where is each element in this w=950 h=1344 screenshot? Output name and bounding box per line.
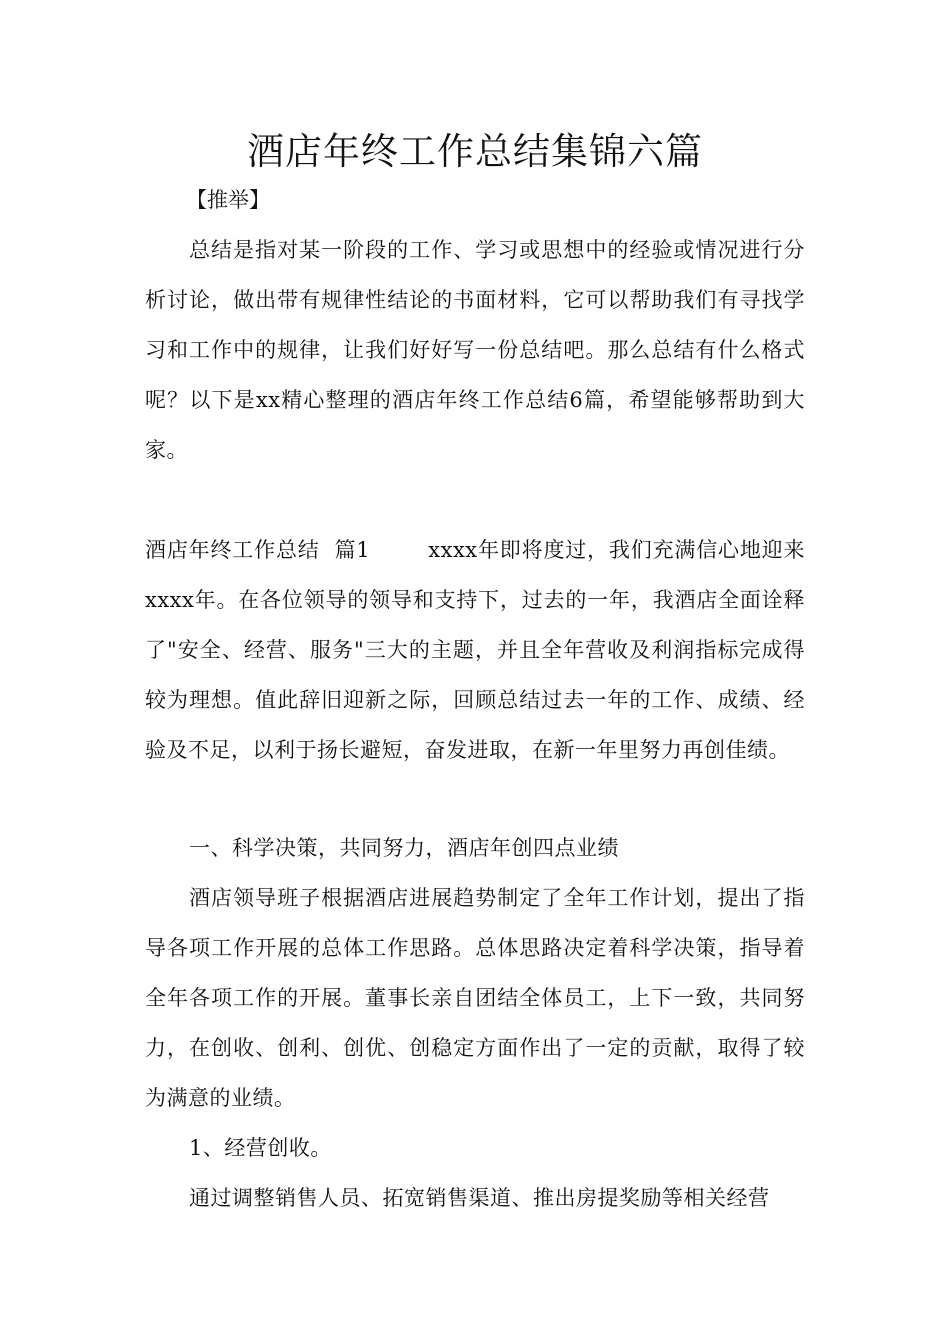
section1-paragraph: [145, 525, 805, 775]
section1-text: xxxx年即将度过，我们充满信心地迎来xxxx年。在各位领导的领导和支持下，过去的一年，我酒店全面诠释了"安全、经营、服务"三大的主题，并且全年营收及利润指标完成得较为理想。值此辞旧迎新之际，回顾总结过去一年的工作、成绩、经验及不足，以利于扬长避短，奋发进取，在新一年里努力再创佳绩。: [145, 538, 806, 762]
recommend-tag: 【推举】: [186, 188, 270, 212]
document-title: 酒店年终工作总结集锦六篇: [247, 130, 703, 173]
section1-label: 酒店年终工作总结 篇1: [145, 538, 371, 562]
intro-paragraph: 总结是指对某一阶段的工作、学习或思想中的经验或情况进行分析讨论，做出带有规律性结论的书面材料，它可以帮助我们有寻找学习和工作中的规律，让我们好好写一份总结吧。那么总结有什么格式呢？以下是xx精心整理的酒店年终工作总结6篇，希望能够帮助到大家。: [145, 238, 805, 462]
body-paragraph-2: 酒店领导班子根据酒店进展趋势制定了全年工作计划，提出了指导各项工作开展的总体工作思路。总体思路决定着科学决策，指导着全年各项工作的开展。董事长亲自团结全体员工，上下一致，共同努力，在创收、创利、创优、创稳定方面作出了一定的贡献，取得了较为满意的业绩。: [145, 886, 805, 1110]
section-heading-1: 一、科学决策，共同努力，酒店年创四点业绩: [189, 836, 619, 860]
section-heading-2: 1、经营创收。: [189, 1136, 332, 1160]
body-paragraph-3: 通过调整销售人员、拓宽销售渠道、推出房提奖励等相关经营: [189, 1186, 770, 1210]
